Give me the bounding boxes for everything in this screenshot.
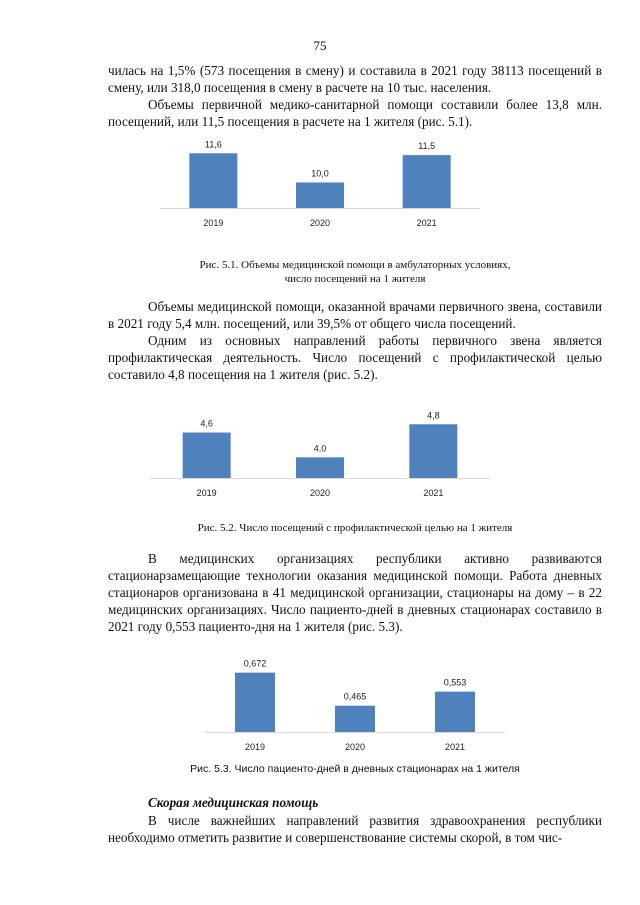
caption-fig-5-2: Рис. 5.2. Число посещений с профилактической целью на 1 жителя bbox=[197, 522, 513, 534]
x-tick-label-2021: 2021 bbox=[416, 218, 437, 228]
data-label-2019: 11,6 bbox=[204, 139, 222, 150]
x-tick-label-2021: 2021 bbox=[423, 488, 444, 498]
x-tick-label-2019: 2019 bbox=[244, 742, 266, 752]
bar-2021 bbox=[409, 424, 457, 478]
paragraph-5: В медицинских организациях республики активно развиваются стационарзамещающие технологии оказания медицинской помощи. Работа дневных стационаров организована в 41 медицинской организации, стационары на дому – в 22 медицинских организациях. Число пациенто-дней в дневных стационарах составило в 2021 году 0,553 пациенто-дня на 1 жителя (рис. 5.3). bbox=[108, 551, 602, 634]
caption-fig-5-3: Рис. 5.3. Число пациенто-дней в дневных стационарах на 1 жителя bbox=[190, 763, 520, 775]
bar-2021 bbox=[435, 692, 475, 732]
bar-2020 bbox=[335, 706, 375, 732]
data-label-2020: 0,465 bbox=[343, 691, 367, 702]
caption-fig-5-1-line-1: Рис. 5.1. Объемы медицинской помощи в амбулаторных условиях, bbox=[199, 259, 511, 271]
data-label-2021: 4,8 bbox=[427, 410, 440, 421]
data-label-2019: 4,6 bbox=[200, 418, 213, 429]
x-tick-label-2021: 2021 bbox=[444, 742, 466, 752]
x-tick-label-2020: 2020 bbox=[309, 218, 331, 228]
bar-2021 bbox=[403, 155, 451, 208]
caption-fig-5-1 bbox=[108, 258, 602, 286]
paragraph-6: В числе важнейших направлений развития здравоохранения республики необходимо отметить развитие и совершенствование системы скорой, в том чис- bbox=[108, 813, 602, 845]
bar-2020 bbox=[296, 182, 344, 208]
x-tick-label-2020: 2020 bbox=[344, 742, 366, 752]
bar-2020 bbox=[296, 457, 344, 478]
data-label-2019: 0,672 bbox=[243, 658, 267, 669]
x-tick-label-2019: 2019 bbox=[196, 488, 217, 498]
caption-fig-5-1-line-2: число посещений на 1 жителя bbox=[284, 273, 426, 285]
paragraph-4: Одним из основных направлений работы первичного звена является профилактическая деятельность. Число посещений с профилактической целью составило 4,8 посещения на 1 жителя (рис. 5.2). bbox=[108, 333, 602, 382]
data-label-2020: 4,0 bbox=[313, 443, 327, 454]
page-number: 75 bbox=[313, 38, 327, 53]
paragraph-2: Объемы первичной медико-санитарной помощи составили более 13,8 млн. посещений, или 11,5 посещения в расчете на 1 жителя (рис. 5.1). bbox=[108, 97, 602, 129]
chart-fig-5-1 bbox=[150, 134, 490, 234]
chart-fig-5-3 bbox=[205, 647, 505, 757]
paragraph-3: Объемы медицинской помощи, оказанной врачами первичного звена, составили в 2021 году 5,4 млн. посещений, или 39,5% от общего числа посещений. bbox=[108, 299, 602, 331]
x-tick-label-2019: 2019 bbox=[203, 218, 224, 228]
bar-2019 bbox=[183, 433, 231, 478]
data-label-2020: 10,0 bbox=[311, 168, 329, 179]
data-label-2021: 11,5 bbox=[418, 141, 436, 152]
section-heading: Скорая медицинская помощь bbox=[148, 795, 319, 810]
data-label-2021: 0,553 bbox=[443, 677, 467, 688]
paragraph-1: чилась на 1,5% (573 посещения в смену) и составила в 2021 году 38113 посещений в смену, или 318,0 посещения в смену в расчете на 10 тыс. населения. bbox=[108, 63, 602, 95]
chart-fig-5-2 bbox=[150, 400, 490, 502]
x-tick-label-2020: 2020 bbox=[309, 488, 331, 498]
bar-2019 bbox=[189, 153, 237, 208]
bar-2019 bbox=[235, 673, 275, 732]
